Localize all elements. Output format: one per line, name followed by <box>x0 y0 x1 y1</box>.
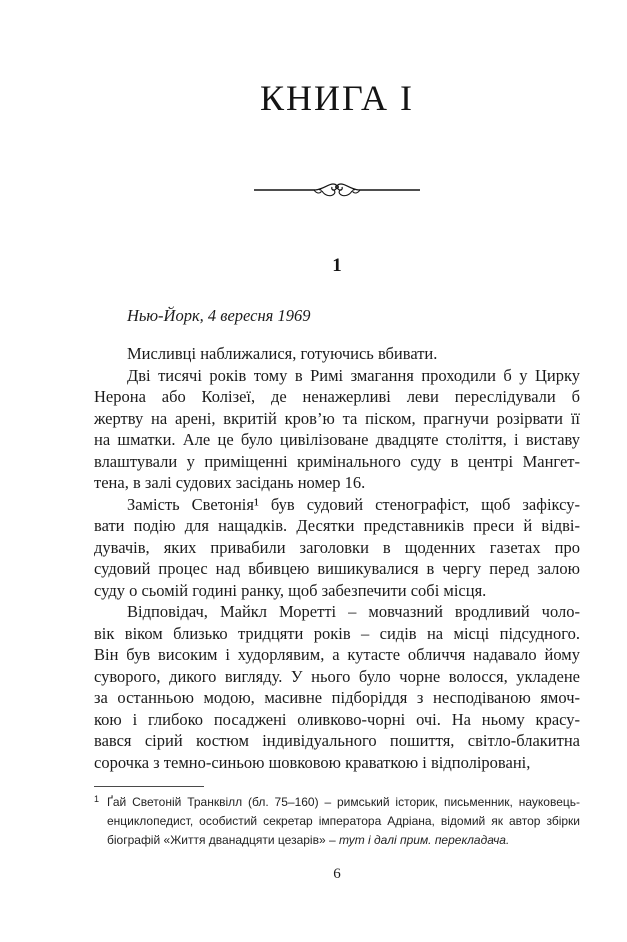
paragraph <box>94 343 580 365</box>
text-line: Нерона або Колізеї, де ненажерливі леви переслідували б <box>94 387 580 406</box>
ornament-divider-icon <box>252 177 422 203</box>
footnote-divider <box>94 786 204 787</box>
page-number: 6 <box>333 866 341 882</box>
text-line: тена, в залі судових засідань номер 16. <box>94 473 366 492</box>
footnote <box>94 793 580 850</box>
text-line: жертву на арені, вкритій кров’ю та піском, прагнучи розірвати її <box>94 408 580 428</box>
footnote-line: енциклопедист, особистий секретар імператора Адріана, відомий як автор збірки <box>107 814 580 828</box>
footnote-last-line-regular: біографій «Життя дванадцяти цезарів» – <box>107 833 339 847</box>
paragraph <box>94 365 580 494</box>
text-line: за останньою модою, масивне підборіддя з несподіваною ямоч- <box>94 688 580 707</box>
book-title: КНИГА I <box>260 78 414 118</box>
chapter-dateline: Нью-Йорк, 4 вересня 1969 <box>127 306 311 325</box>
text-line: Відповідач, Майкл Моретті – мовчазний вродливий чоло- <box>127 602 580 621</box>
text-line: Замість Светонія¹ був судовий стенографіст, щоб зафіксу- <box>127 494 580 514</box>
text-line: суворого, дикого вигляду. У нього було чорне волосся, укладене <box>94 666 580 686</box>
paragraph <box>94 601 580 773</box>
footnote-lines <box>107 793 580 831</box>
footnote-last-line-italic: тут і далі прим. перекладача. <box>338 833 510 847</box>
text-line: на шматки. Але це було цивілізоване двадцяте століття, і виставу <box>94 430 580 449</box>
chapter-number: 1 <box>332 255 342 276</box>
text-line: вік віком близько тридцяти років – сидів на місці підсудного. <box>94 623 580 643</box>
footnote-last-line <box>107 831 580 850</box>
footnote-marker: 1 <box>94 794 100 804</box>
footnote-line: Ґай Светоній Транквілл (бл. 75–160) – римський історик, письменник, науковець- <box>107 795 580 809</box>
text-line: вати подію для нащадків. Десятки представників преси й відві- <box>94 516 580 535</box>
text-line: влаштували у приміщенні кримінального суду в центрі Мангет- <box>94 451 580 471</box>
text-line: Він був високим і худорлявим, а кутасте обличчя надавало йому <box>94 645 580 664</box>
text-line: дувачів, яких привабили заголовки в щоденних газетах про <box>94 537 580 557</box>
text-line: судовий процес над вбивцею вишикувалися в чергу перед залою <box>94 559 580 578</box>
text-line: сорочка з темно-синьою шовковою краваткою і відполіровані, <box>94 752 531 772</box>
text-line: Мисливці наближалися, готуючись вбивати. <box>127 344 438 363</box>
text-line: суду о сьомій годині ранку, щоб забезпечити собі місця. <box>94 580 487 600</box>
text-line: вався сірий костюм індивідуального пошиття, світло-блакитна <box>94 731 580 750</box>
body-text <box>94 343 580 773</box>
text-line: кою і глибоко посаджені оливково-чорні очі. На ньому красу- <box>94 709 580 729</box>
text-line: Дві тисячі років тому в Римі змагання проходили б у Цирку <box>127 365 580 385</box>
paragraph <box>94 494 580 602</box>
